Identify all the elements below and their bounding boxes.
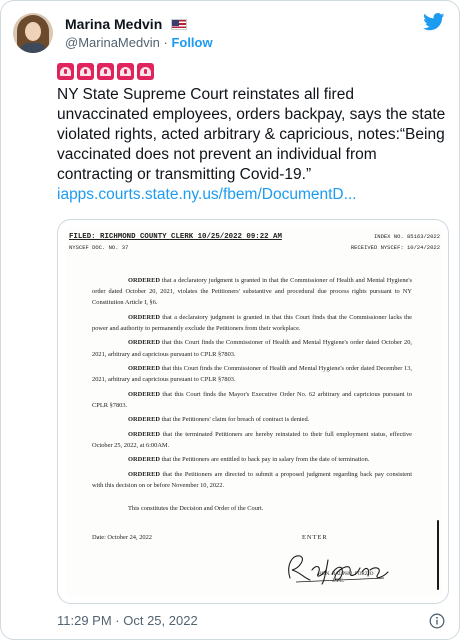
doc-filed-header: FILED: RICHMOND COUNTY CLERK 10/25/2022 09:22 AM — [69, 233, 282, 241]
tweet-timestamp[interactable]: 11:29 PM · Oct 25, 2022 — [57, 613, 198, 628]
doc-paragraph: ORDERED that the Petitioners' claim for breach of contract is denied. — [128, 416, 310, 424]
doc-paragraph: ORDERED that a declaratory judgment is granted in that this Court finds that the Commissioner lacks the power and authority to permanently exclude the Petitioners from their workplace. — [92, 313, 412, 332]
doc-paragraph: ORDERED that the terminated Petitioners are hereby reinstated to their full employment status, effective October 25, 2022, at 6:00AM. — [92, 430, 412, 449]
handle-line — [65, 34, 213, 52]
siren-icon — [77, 63, 94, 80]
doc-signature-title: J.S.C. — [332, 578, 345, 584]
avatar-shirt — [19, 43, 47, 53]
doc-body — [92, 275, 412, 544]
doc-index-no: INDEX NO. 85163/2022 — [373, 233, 440, 240]
court-document-image — [66, 228, 442, 596]
follow-button[interactable]: Follow — [171, 35, 213, 51]
media-attachment[interactable] — [57, 219, 449, 604]
doc-enter: ENTER — [302, 534, 328, 542]
doc-paragraph: ORDERED that the Petitioners are directed to submit a proposed judgment regarding back pay consistent with this decision on or before November 10, 2022. — [92, 470, 412, 489]
doc-paragraph: ORDERED that this Court finds the Commissioner of Health and Mental Hygiene's order dated October 20, 2021, arbitrary and capricious pursuant to CPLR §7803. — [92, 339, 412, 358]
doc-closing: This constitutes the Decision and Order of the Court. — [128, 504, 264, 512]
tweet-header — [13, 11, 447, 59]
tweet-body: NY State Supreme Court reinstates all fired unvaccinated employees, orders backpay, says the state violated rights, acted arbitrary & capricious, notes:“Being vaccinated does not prevent an individual from contracting or transmitting Covid-19.” — [57, 86, 446, 183]
tweet-link[interactable]: iapps.courts.state.ny.us/fbem/DocumentD... — [57, 186, 357, 203]
user-handle[interactable]: @MarinaMedvin — [65, 35, 160, 51]
siren-icon — [137, 63, 154, 80]
doc-paragraph: ORDERED that this Court finds the Mayor's Executive Order No. 62 arbitrary and capricious pursuant to CPLR §7803. — [92, 390, 412, 409]
emoji-row — [57, 63, 157, 81]
doc-paragraph: ORDERED that this Court finds the Commissioner of Health and Mental Hygiene's order dated December 13, 2021, arbitrary and capricious pursuant to CPLR §7803. — [92, 364, 412, 384]
judge-signature — [266, 548, 396, 586]
doc-paragraph: ORDERED that a declaratory judgment is granted in that the Commissioner of Health and Mental Hygiene's order dated October 20, 2021, violates the Petitioners' substantive and procedural due process rights pursuant to NY Constitution Article I, §6. — [92, 277, 412, 307]
us-flag-icon — [171, 19, 187, 30]
siren-icon — [117, 63, 134, 80]
doc-nyscef-no: NYSCEF DOC. NO. 37 — [69, 244, 129, 251]
doc-paragraph: ORDERED that the Petitioners are entitled to back pay in salary from the date of termination. — [128, 456, 370, 464]
siren-icon — [57, 63, 74, 80]
user-info — [65, 15, 213, 52]
avatar[interactable] — [13, 13, 53, 53]
separator: · — [163, 35, 168, 51]
info-icon[interactable] — [429, 613, 445, 629]
twitter-bird-icon[interactable] — [423, 13, 445, 31]
doc-date-line — [92, 532, 412, 544]
doc-date: Date: October 24, 2022 — [92, 534, 152, 542]
doc-signature-name: HON. RALPH J. PORZIO — [318, 571, 374, 577]
tweet-text — [57, 85, 449, 205]
siren-icon — [97, 63, 114, 80]
doc-received: RECEIVED NYSCEF: 10/24/2022 — [350, 244, 440, 251]
avatar-face — [25, 22, 41, 41]
doc-scrollbar[interactable] — [437, 520, 439, 590]
display-name[interactable]: Marina Medvin — [65, 16, 163, 32]
